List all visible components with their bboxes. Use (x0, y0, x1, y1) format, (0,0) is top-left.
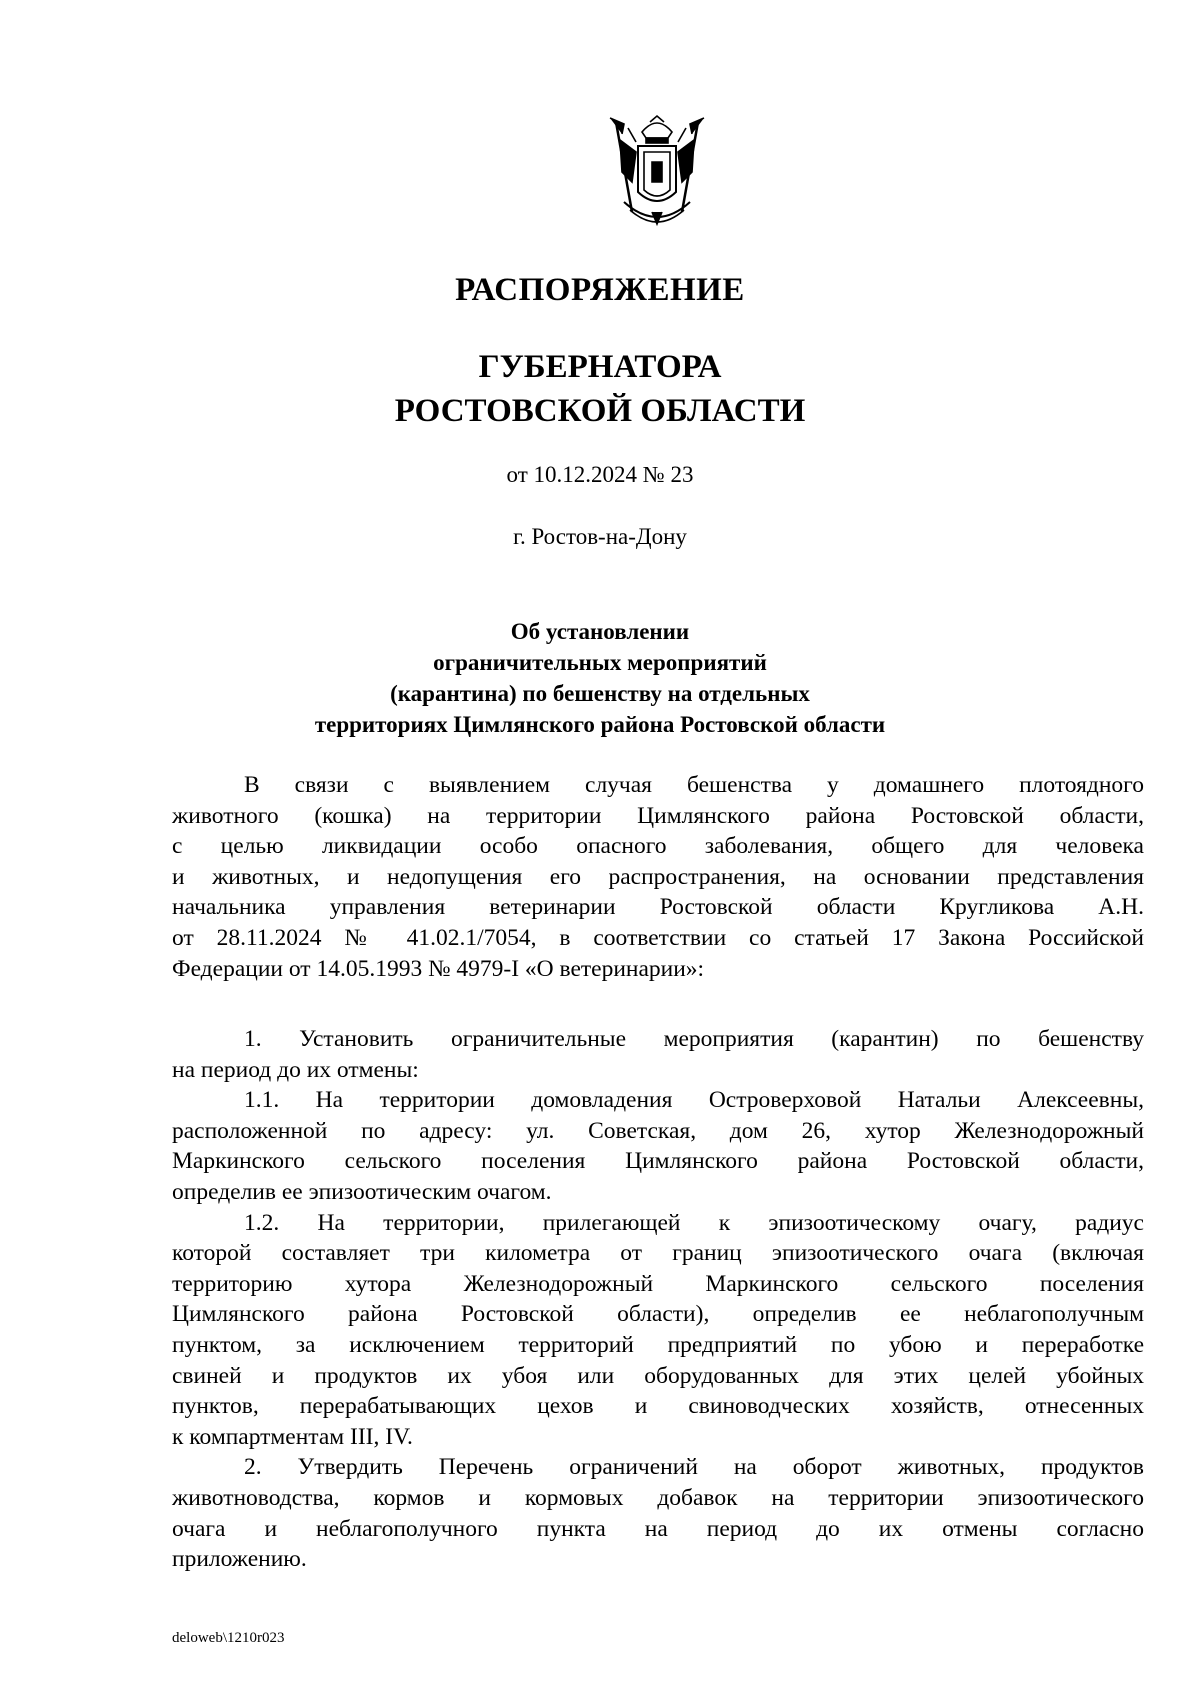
text-line: В связи с выявлением случая бешенства у домашнего плотоядного (244, 772, 1144, 798)
subject-line: Об установлении (510, 619, 690, 644)
item-2-line: 2. Утвердить Перечень ограничений на оборот животных, продуктов (244, 1454, 1144, 1481)
item-1-2-line: 1.2. На территории, прилегающей к эпизоотическому очагу, радиус (244, 1209, 1144, 1236)
item-2-line: животноводства, кормов и кормовых добавок на территории эпизоотического (172, 1484, 1144, 1511)
item-1-line: 1. Установить ограничительные мероприятия (карантин) по бешенству (244, 1026, 1144, 1052)
order-items (172, 1024, 1144, 1575)
footer-file-code: deloweb\1210r023 (172, 1630, 285, 1646)
subject-line: (карантина) по бешенству на отдельных (390, 681, 810, 706)
item-2-line: очага и неблагополучного пункта на период до их отмены согласно (172, 1515, 1144, 1542)
item-1-2-line: территорию хутора Железнодорожный Маркинского сельского поселения (172, 1270, 1144, 1297)
item-1-2-line: пунктом, за исключением территорий предприятий по убою и переработке (172, 1331, 1144, 1358)
document-title: РАСПОРЯЖЕНИЕ (455, 272, 745, 308)
item-1-2-line: Цимлянского района Ростовской области), определив ее неблагополучным (172, 1301, 1144, 1328)
item-1-2-line: свиней и продуктов их убоя или оборудованных для этих целей убойных (172, 1362, 1144, 1389)
text-line: Федерации от 14.05.1993 № 4979-I «О ветеринарии»: (172, 955, 705, 982)
coat-of-arms-icon (602, 112, 712, 237)
preamble-paragraph (172, 770, 1144, 984)
document-subject (0, 616, 1200, 740)
issuer-line: ГУБЕРНАТОРА (478, 349, 722, 385)
item-1-2-line: к компартментам III, IV. (172, 1423, 413, 1450)
text-line: и животных, и недопущения его распространения, на основании представления (172, 863, 1144, 890)
issuer-line: РОСТОВСКОЙ ОБЛАСТИ (394, 393, 806, 429)
item-1-2-line: которой составляет три километра от границ эпизоотического очага (включая (172, 1240, 1144, 1267)
text-line: от 28.11.2024 № 41.02.1/7054, в соответствии со статьей 17 Закона Российской (172, 924, 1144, 951)
document-city: г. Ростов-на-Дону (513, 524, 687, 549)
issuer-heading (0, 345, 1200, 433)
subject-line: ограничительных мероприятий (433, 650, 767, 675)
subject-line: территориях Цимлянского района Ростовской области (314, 712, 886, 737)
text-line: начальника управления ветеринарии Ростовской области Кругликова А.Н. (172, 894, 1144, 921)
text-line: с целью ликвидации особо опасного заболевания, общего для человека (172, 833, 1144, 860)
item-1-1-line: 1.1. На территории домовладения Островерховой Натальи Алексеевны, (244, 1087, 1144, 1114)
item-1-1-line: определив ее эпизоотическим очагом. (172, 1178, 552, 1205)
item-1-2-line: пунктов, перерабатывающих цехов и свиноводческих хозяйств, отнесенных (172, 1393, 1144, 1420)
text-line: животного (кошка) на территории Цимлянского района Ростовской области, (172, 802, 1144, 829)
document-date-number: от 10.12.2024 № 23 (506, 462, 694, 487)
item-1-1-line: Маркинского сельского поселения Цимлянского района Ростовской области, (172, 1148, 1144, 1175)
item-1-1-line: расположенной по адресу: ул. Советская, дом 26, хутор Железнодорожный (172, 1117, 1144, 1144)
item-1-line: на период до их отмены: (172, 1056, 419, 1083)
item-2-line: приложению. (172, 1546, 307, 1573)
